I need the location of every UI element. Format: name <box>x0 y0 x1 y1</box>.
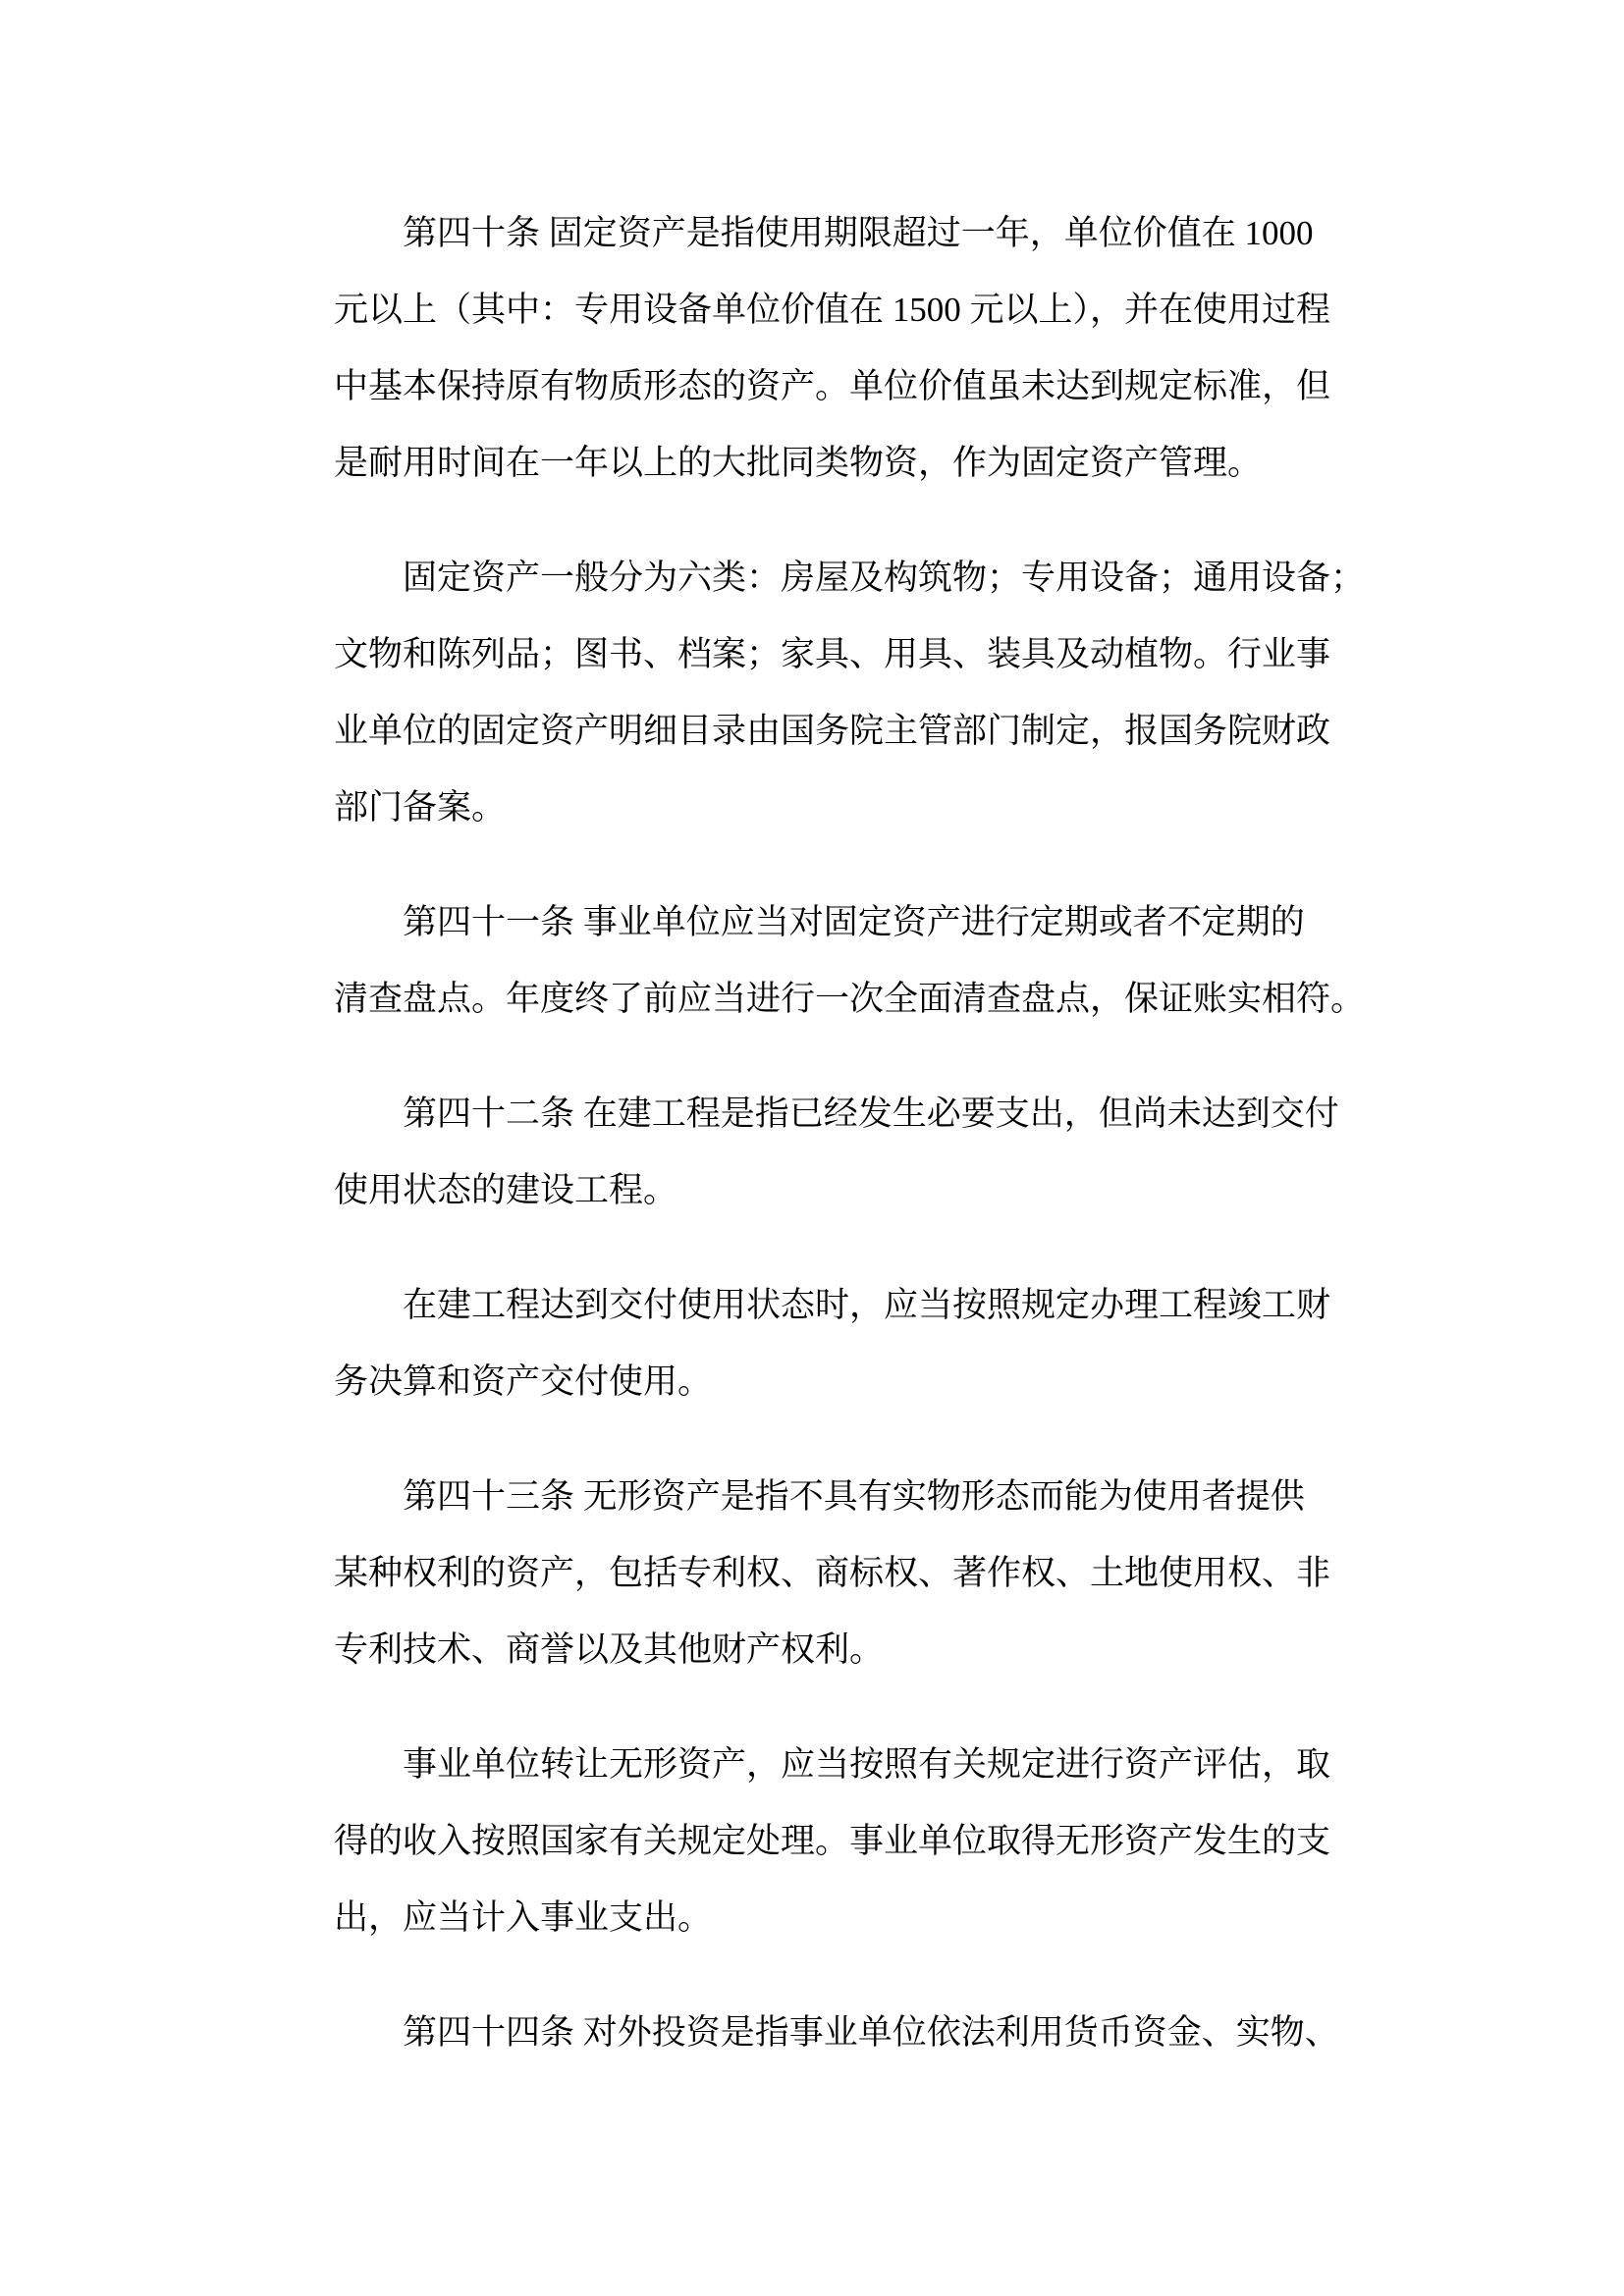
text-line: 部门备案。 <box>334 788 507 827</box>
text-line: 在建工程达到交付使用状态时，应当按照规定办理工程竣工财 <box>403 1286 1331 1324</box>
text-line: 是耐用时间在一年以上的大批同类物资，作为固定资产管理。 <box>334 444 1263 482</box>
paragraph <box>334 1076 1339 1229</box>
text-line: 元以上（其中：专用设备单位价值在 1500 元以上），并在使用过程 <box>334 291 1331 329</box>
text-line: 中基本保持原有物质形态的资产。单位价值虽未达到规定标准，但 <box>334 367 1331 405</box>
paragraph <box>334 1267 1331 1420</box>
text-line: 固定资产一般分为六类：房屋及构筑物；专用设备；通用设备； <box>403 559 1366 597</box>
text-line: 事业单位转让无形资产，应当按照有关规定进行资产评估，取 <box>403 1745 1331 1784</box>
text-line: 专利技术、商誉以及其他财产权利。 <box>334 1630 885 1669</box>
document-body <box>334 195 1366 2071</box>
text-line: 出，应当计入事业支出。 <box>334 1898 713 1937</box>
paragraph <box>334 1459 1331 1688</box>
paragraph <box>334 1995 1339 2071</box>
paragraph <box>334 540 1366 846</box>
text-line: 文物和陈列品；图书、档案；家具、用具、装具及动植物。行业事 <box>334 635 1331 673</box>
text-line: 得的收入按照国家有关规定处理。事业单位取得无形资产发生的支 <box>334 1822 1331 1860</box>
paragraph <box>334 884 1366 1038</box>
paragraph <box>334 1727 1331 1956</box>
text-line: 第四十四条 对外投资是指事业单位依法利用货币资金、实物、 <box>403 2013 1339 2052</box>
text-line: 第四十条 固定资产是指使用期限超过一年，单位价值在 1000 <box>403 214 1314 252</box>
paragraph <box>334 195 1331 502</box>
text-line: 业单位的固定资产明细目录由国务院主管部门制定，报国务院财政 <box>334 712 1331 750</box>
text-line: 某种权利的资产，包括专利权、商标权、著作权、土地使用权、非 <box>334 1554 1331 1592</box>
text-line: 使用状态的建设工程。 <box>334 1171 678 1209</box>
text-line: 务决算和资产交付使用。 <box>334 1362 713 1401</box>
text-line: 第四十二条 在建工程是指已经发生必要支出，但尚未达到交付 <box>403 1095 1339 1133</box>
text-line: 第四十三条 无形资产是指不具有实物形态而能为使用者提供 <box>403 1477 1305 1516</box>
text-line: 第四十一条 事业单位应当对固定资产进行定期或者不定期的 <box>403 903 1305 941</box>
text-line: 清查盘点。年度终了前应当进行一次全面清查盘点，保证账实相符。 <box>334 980 1366 1018</box>
